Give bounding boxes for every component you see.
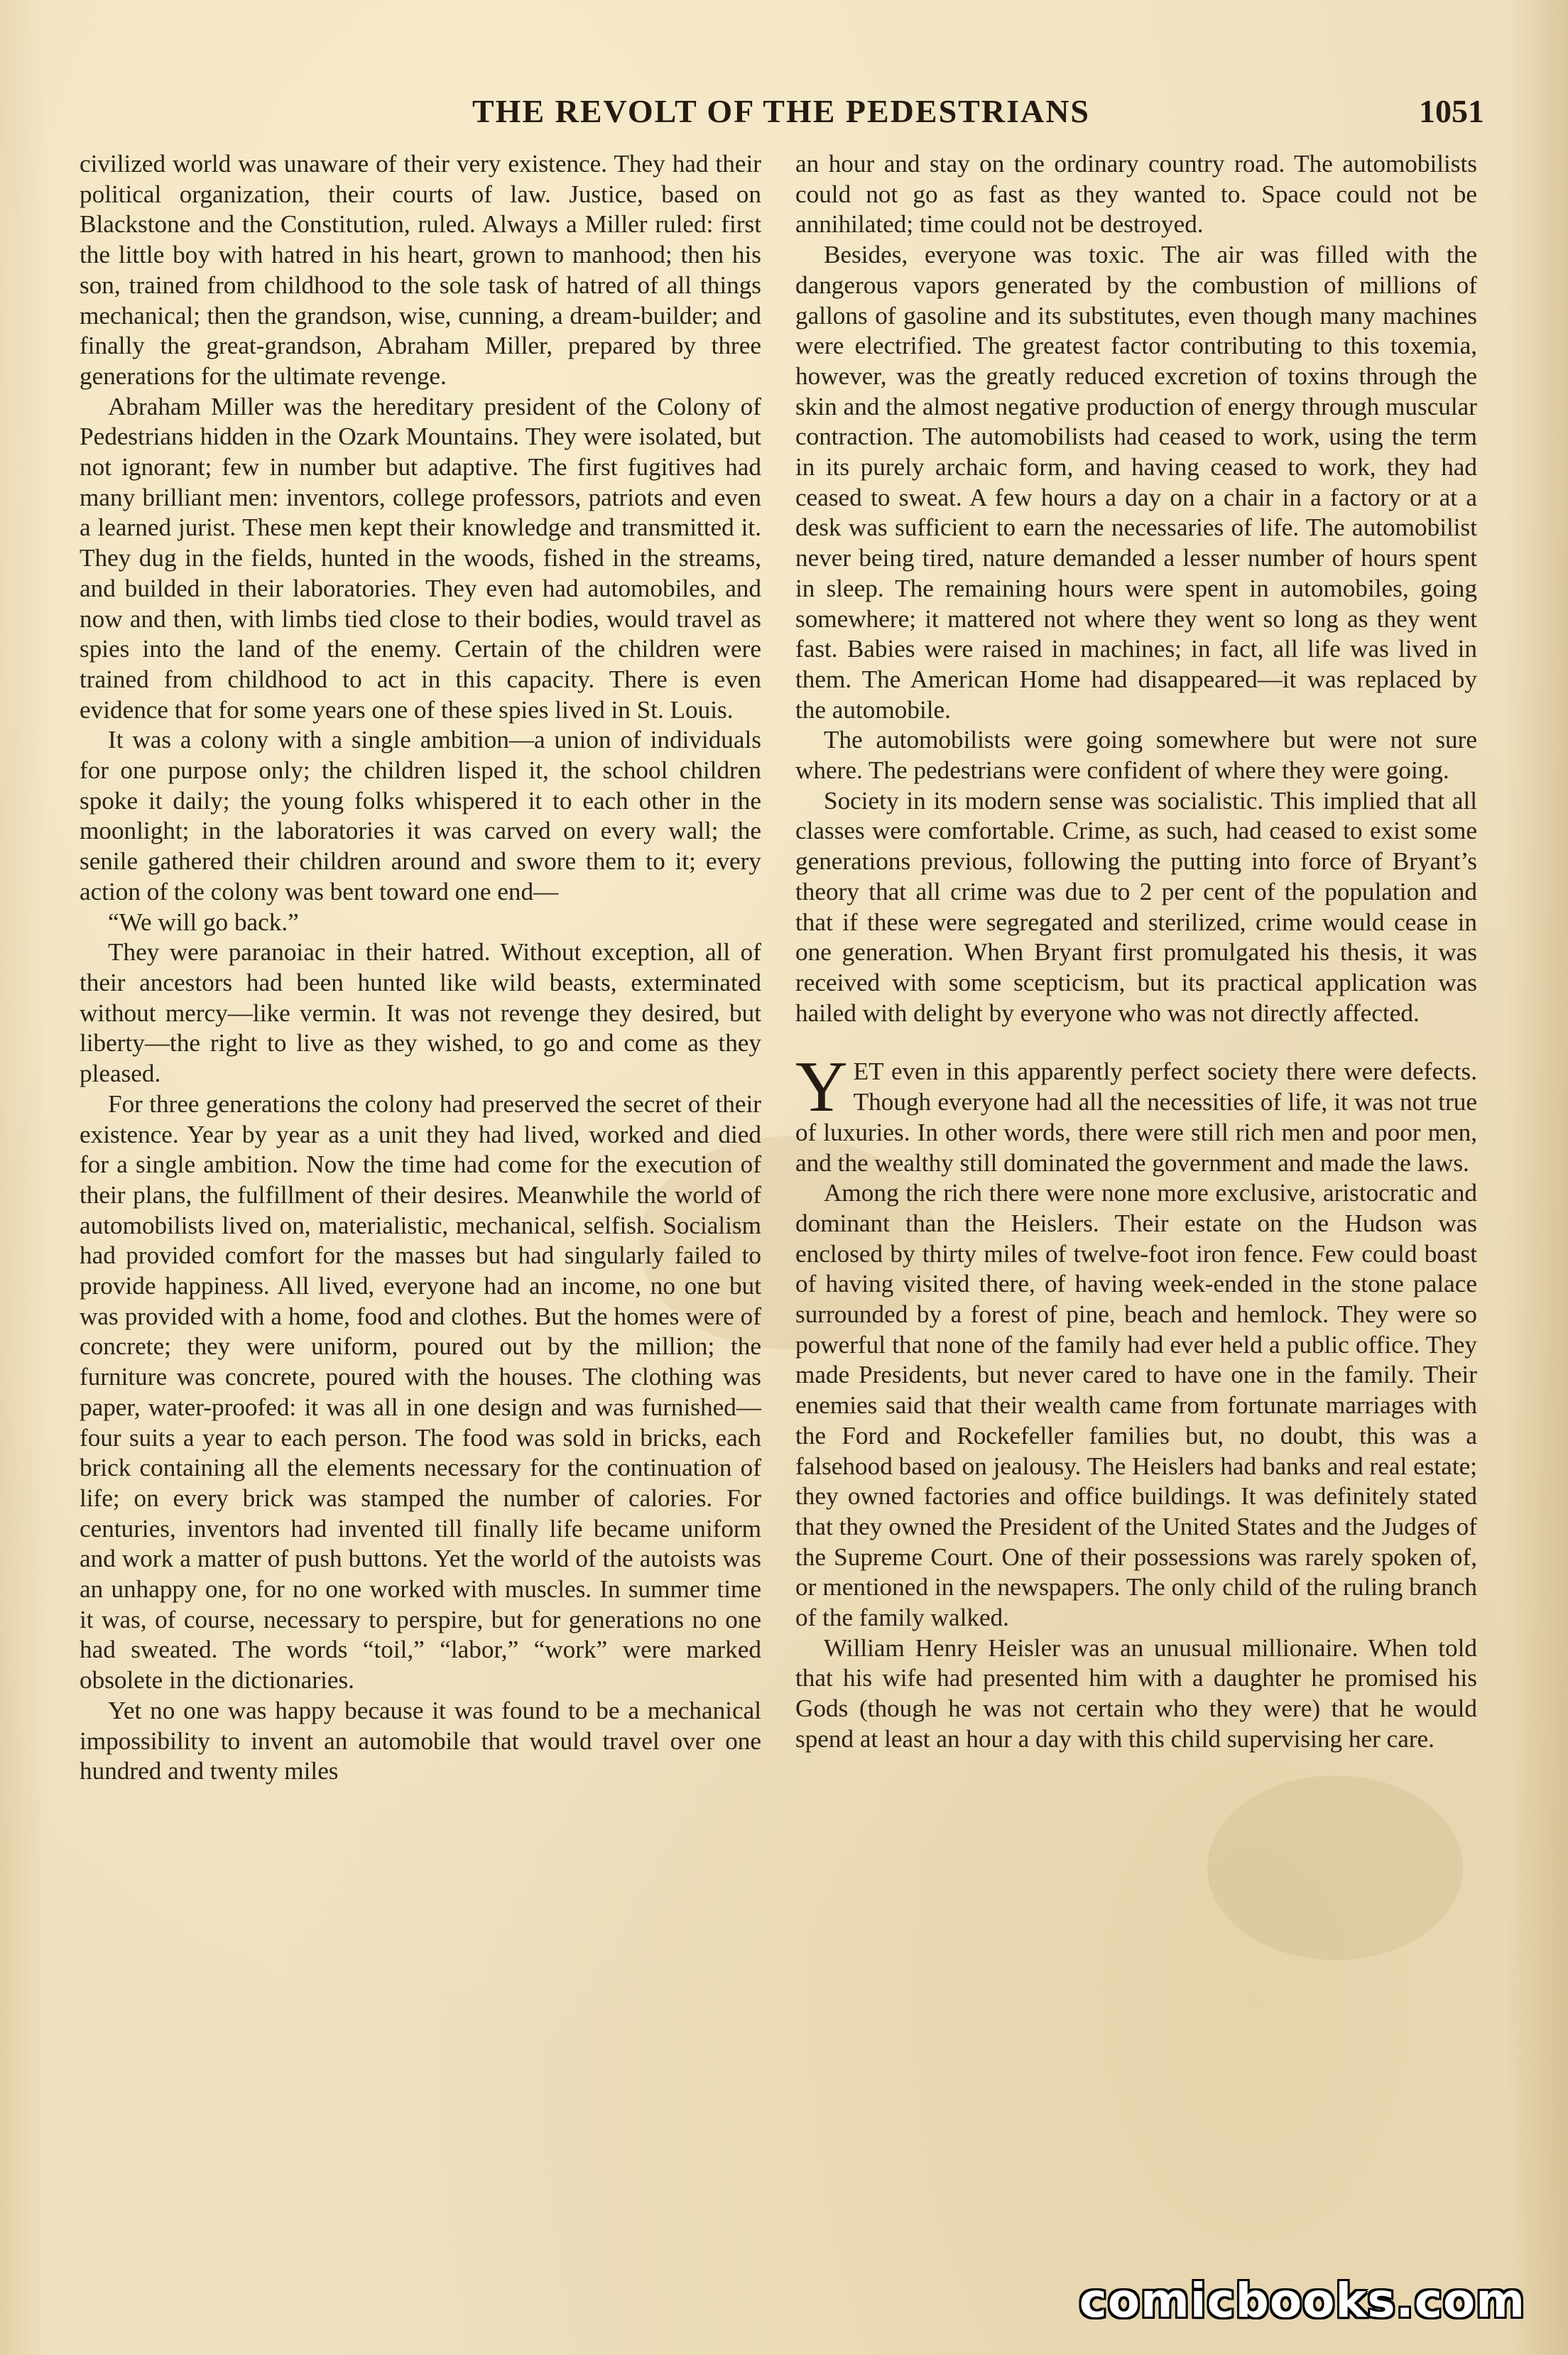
paragraph: They were paranoiac in their hatred. Without exception, all of their ancestors had been hunted like wild beasts, exterminated without mercy—like vermin. It was not revenge they desired, but liberty—the right to live as they wished, to go and come as they pleased.: [80, 938, 761, 1088]
left-column: [80, 149, 761, 1787]
running-head: [78, 92, 1484, 149]
paragraph: “We will go back.”: [108, 908, 299, 936]
article-title: THE REVOLT OF THE PEDESTRIANS: [472, 93, 1090, 129]
drop-cap: Y: [795, 1047, 848, 1128]
right-column: [795, 149, 1477, 1755]
page-number: 1051: [1419, 93, 1484, 129]
paragraph: The automobilists were going somewhere but were not sure where. The pedestrians were confident of where they were going.: [795, 726, 1477, 785]
paragraph: William Henry Heisler was an unusual millionaire. When told that his wife had presented him with a daughter he promised his Gods (though he was not certain who they were) that he would spend at least an hour a day with this child supervising her care.: [795, 1633, 1477, 1753]
paragraph: an hour and stay on the ordinary country road. The automobilists could not go as fast as they wanted to. Space could not be annihilated; time could not be destroyed.: [795, 150, 1477, 239]
paragraph: Abraham Miller was the hereditary president of the Colony of Pedestrians hidden in the Ozark Mountains. They were isolated, but not ignorant; few in number but adaptive. The first fugitives had many brilliant men: inventors, college professors, patriots and even a learned jurist. These men kept their knowledge and transmitted it. They dug in the fields, hunted in the woods, fished in the streams, and builded in their laboratories. They even had automobiles, and now and then, with limbs tied close to their bodies, would travel as spies into the land of the enemy. Certain of the children were trained from childhood to act in this capacity. There is even evidence that for some years one of these spies lived in St. Louis.: [80, 392, 761, 724]
paragraph: Besides, everyone was toxic. The air was filled with the dangerous vapors generated by the combustion of millions of gallons of gasoline and its substitutes, even though many machines were electrified. The greatest factor contributing to this toxemia, however, was the greatly reduced excretion of toxins through the skin and the almost negative production of energy through muscular contraction. The automobilists had ceased to work, using the term in its purely archaic form, and having ceased to work, they had ceased to sweat. A few hours a day on a chair in a factory or at a desk was sufficient to earn the necessaries of life. The automobilist never being tired, nature demanded a lesser number of hours spent in sleep. The remaining hours were spent in automobiles, going somewhere; it mattered not where they went so long as they went fast. Babies were raised in machines; in fact, all life was lived in them. The American Home had disappeared—it was replaced by the automobile.: [795, 241, 1477, 724]
paragraph: Among the rich there were none more exclusive, aristocratic and dominant than the Heislers. Their estate on the Hudson was enclosed by thirty miles of twelve-foot iron fence. Few could boast of having visited there, of having week-ended in the stone palace surrounded by a forest of pine, beach and hemlock. They were so powerful that none of the family had ever held a public office. They made Presidents, but never cared to have one in the family. Their enemies said that their wealth came from fortunate marriages with the Ford and Rockefeller families but, no doubt, this was a falsehood based on jealousy. The Heislers had banks and real estate; they owned factories and office buildings. It was definitely stated that they owned the President of the United States and the Judges of the Supreme Court. One of their possessions was rarely spoken of, or mentioned in the newspapers. The only child of the ruling branch of the family walked.: [795, 1179, 1477, 1632]
paragraph: Yet no one was happy because it was found to be a mechanical impossibility to invent an automobile that would travel over one hundred and twenty miles: [80, 1696, 761, 1785]
paper-stain: [1207, 1775, 1463, 1960]
paragraph: It was a colony with a single ambition—a union of individuals for one purpose only; the children lisped it, the school children spoke it daily; the young folks whispered it to each other in the moonlight; in the laboratories it was carved on every wall; the senile gathered their children around and swore them to it; every action of the colony was bent toward one end—: [80, 726, 761, 905]
paragraph: civilized world was unaware of their very existence. They had their political organization, their courts of law. Justice, based on Blackstone and the Constitution, ruled. Always a Miller ruled: first the little boy with hatred in his heart, grown to manhood; then his son, trained from childhood to the sole task of hatred of all things mechanical; then the grandson, wise, cunning, a dream-builder; and finally the great-grandson, Abraham Miller, prepared by three generations for the ultimate revenge.: [80, 150, 761, 390]
paragraph-text: ET even in this apparently perfect society there were defects. Though everyone had all the necessities of life, it was not true of luxuries. In other words, there were still rich men and poor men, and the wealthy still dominated the government and made the laws.: [795, 1057, 1477, 1177]
paragraph: For three generations the colony had preserved the secret of their existence. Year by year as a unit they had lived, worked and died for a single ambition. Now the time had come for the execution of their plans, the fulfillment of their desires. Meanwhile the world of automobilists lived on, materialistic, mechanical, selfish. Socialism had provided comfort for the masses but had singularly failed to provide happiness. All lived, everyone had an income, no one but was provided with a home, food and clothes. But the homes were of concrete; they were uniform, poured out by the million; the furniture was concrete, poured with the houses. The clothing was paper, water-proofed: it was all in one design and was furnished—four suits a year to each person. The food was sold in bricks, each brick containing all the elements necessary for the continuation of life; on every brick was stamped the number of calories. For centuries, inventors had invented till finally life became uniform and work a matter of push buttons. Yet the world of the autoists was an unhappy one, for no one worked with muscles. In summer time it was, of course, necessary to perspire, but for generations no one had sweated. The words “toil,” “labor,” “work” were marked obsolete in the dictionaries.: [80, 1089, 761, 1695]
section-opening-paragraph: [795, 1047, 1477, 1178]
paragraph: Society in its modern sense was socialistic. This implied that all classes were comfortable. Crime, as such, had ceased to exist some generations previous, following the putting into force of Bryant’s theory that all crime was due to 2 per cent of the population and that if these were segregated and sterilized, crime would cease in one generation. When Bryant first promulgated his thesis, it was received with some scepticism, but its practical application was hailed with delight by everyone who was not directly affected.: [795, 786, 1477, 1027]
watermark-logo: comicbooks.com: [1079, 2273, 1525, 2328]
